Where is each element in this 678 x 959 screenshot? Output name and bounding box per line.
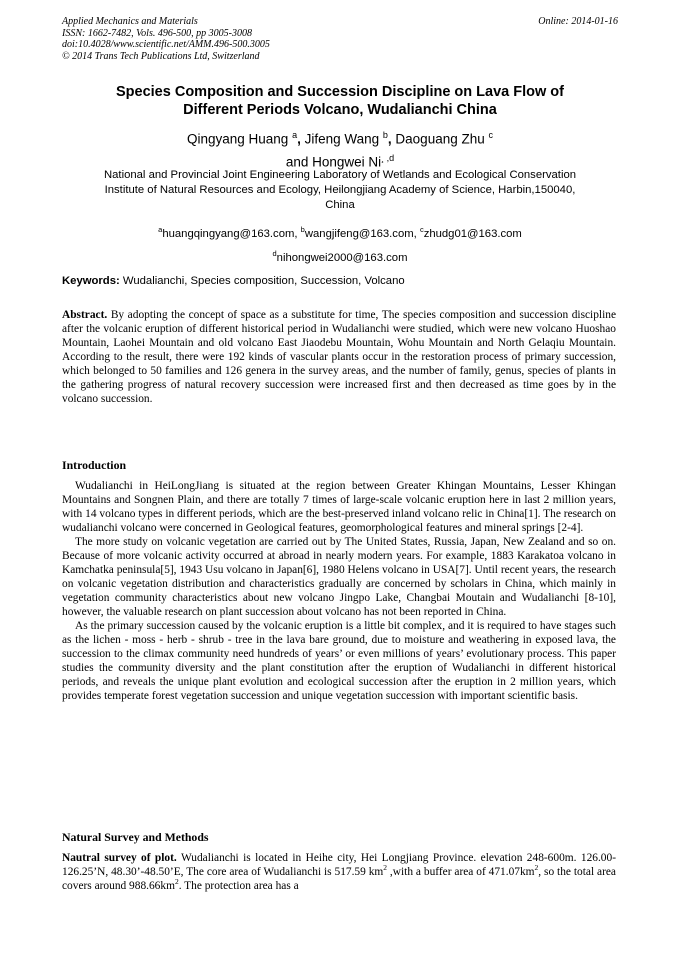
author-3-mark: c <box>488 130 493 140</box>
methods-text-1: Wudalianchi is located in Heihe city, Hei Longjiang Province. elevation 248-600m. 126.00-126.25’N, 48.30’-48.50’E, The core area of Wudalianchi is 517.59 km <box>62 852 616 878</box>
email-a-mark: a <box>158 225 163 234</box>
author-sep-1: , <box>297 131 305 147</box>
methods-text-3: , so the total area covers around 988.66km <box>62 866 616 892</box>
email-c: zhudg01@163.com <box>423 227 522 240</box>
author-sep-2: , <box>387 131 396 147</box>
methods-heading: Natural Survey and Methods <box>62 830 209 844</box>
author-4: and Hongwei Ni <box>285 154 382 169</box>
intro-paragraph-2: The more study on volcanic vegetation are carried out by The United States, Russia, Japan, New Zealand and so on. Because of more volcanic activity occurred at abroad in nearly modern years. For example, 1883 Karakatoa volcano in Kamchatka peninsula[5], 1943 Usu volcano in Japan[6], 1980 Helens volcano in USA[7]. Until recent years, the research on volcanic vegetation distribution and characteristics gradually are concerned by scholars in China, which mainly in vegetation community characteristics about new volcano Jingpo Lake, Changbai Moutain and Wudalianchi [8-10], however, the valuable research on plant succession about volcano has not been reported in China. <box>62 536 616 618</box>
paper-title <box>62 83 618 119</box>
methods-sup-3: 2 <box>174 877 179 887</box>
affiliation-line-1: National and Provincial Joint Engineering Laboratory of Wetlands and Ecological Conservation <box>103 169 577 181</box>
author-list <box>62 126 618 171</box>
methods-sup-1: 2 <box>383 863 388 873</box>
intro-paragraph-1: Wudalianchi in HeiLongJiang is situated at the region between Greater Khingan Mountains, Lesser Khingan Mountains and Songnen Plain, and there are totally 7 times of large-scale volcanic eruption here in last 2 million years, with 14 volcano types in different periods, which are the best-preserved inland volcano relic in China[1]. The research on wudalianchi volcano were concerned in Geological features, geomorphological features and mineral springs [2-4]. <box>62 480 616 534</box>
doi-line: doi:10.4028/www.scientific.net/AMM.496-500.3005 <box>62 39 270 50</box>
author-3: Daoguang Zhu <box>395 131 489 147</box>
methods-text-2: ,with a buffer area of 471.07km <box>387 866 535 878</box>
email-c-mark: c <box>419 225 424 234</box>
keywords-label: Keywords: <box>62 275 120 287</box>
title-line-2: Different Periods Volcano, Wudalianchi China <box>183 102 497 118</box>
online-date: Online: 2014-01-16 <box>538 16 618 27</box>
emails-line-1 <box>62 220 618 244</box>
methods-paragraph-1 <box>62 851 616 893</box>
author-2-mark: b <box>382 130 388 140</box>
keywords-text: Wudalianchi, Species composition, Succession, Volcano <box>119 275 405 287</box>
methods-sup-2: 2 <box>534 863 539 873</box>
email-d: nihongwei2000@163.com <box>276 251 408 264</box>
affiliation-line-2: Institute of Natural Resources and Ecology, Heilongjiang Academy of Science, Harbin,150040, <box>104 184 576 196</box>
authors-line-1 <box>62 126 618 149</box>
author-1: Qingyang Huang <box>186 131 293 147</box>
keywords <box>62 274 618 289</box>
methods-body <box>62 851 616 893</box>
journal-header <box>62 16 618 62</box>
journal-name: Applied Mechanics and Materials <box>62 16 198 27</box>
author-2: Jifeng Wang <box>304 131 383 147</box>
email-a: huangqingyang@163.com, <box>162 227 301 240</box>
abstract-text: By adopting the concept of space as a substitute for time, The species composition and succession discipline after the volcanic eruption of different historical period in Wudalianchi were studied, which were new volcano Huoshao Mountain, Laohei Mountain and old volcano East Jiaodebu Mountain, Wohu Mountain and North Gelaqiu Mountain. According to the result, there were 192 kinds of vascular plants occur in the restoration process of primary succession, which belonged to 50 families and 126 genera in the survey areas, and the number of family, genus, species of plants in the gathering progress of natural recovery succession were increased first and then decreased as time goes by in the volcano succession. <box>62 309 616 405</box>
abstract <box>62 308 616 406</box>
methods-label: Nautral survey of plot. <box>62 852 177 864</box>
abstract-label: Abstract. <box>62 309 108 321</box>
copyright-line: © 2014 Trans Tech Publications Ltd, Switzerland <box>62 50 260 62</box>
author-4-mark: ¸ ,d <box>381 152 395 163</box>
email-b-mark: b <box>300 225 305 234</box>
email-d-mark: d <box>272 248 277 258</box>
title-line-1: Species Composition and Succession Discipline on Lava Flow of <box>116 84 564 100</box>
introduction-body <box>62 479 616 703</box>
author-1-mark: a <box>292 130 298 140</box>
intro-paragraph-3: As the primary succession caused by the volcanic eruption is a little bit complex, and it is required to have stages such as the lichen - moss - herb - shrub - tree in the lava bare ground, due to moisture and weathering in exposed lava, the succession to the climax community need hundreds of years’ or even millions of years’ evolutionary process. This paper studies the community diversity and the plant constitution after the eruption of Wudalianchi in different historical periods, and reveals the unique plant evolution and ecological succession after the eruption in 2 million years, which provides temperate forest vegetation succession and unique vegetation succession with important scientific basis. <box>62 620 616 702</box>
email-b: wangjifeng@163.com, <box>304 227 420 240</box>
issn-line: ISSN: 1662-7482, Vols. 496-500, pp 3005-3008 <box>62 27 252 39</box>
affiliation <box>62 168 618 213</box>
affiliation-line-3: China <box>325 199 355 211</box>
email-block <box>62 220 618 268</box>
emails-line-2 <box>62 244 618 268</box>
methods-text-4: . The protection area has a <box>178 880 299 892</box>
introduction-heading: Introduction <box>62 458 127 472</box>
